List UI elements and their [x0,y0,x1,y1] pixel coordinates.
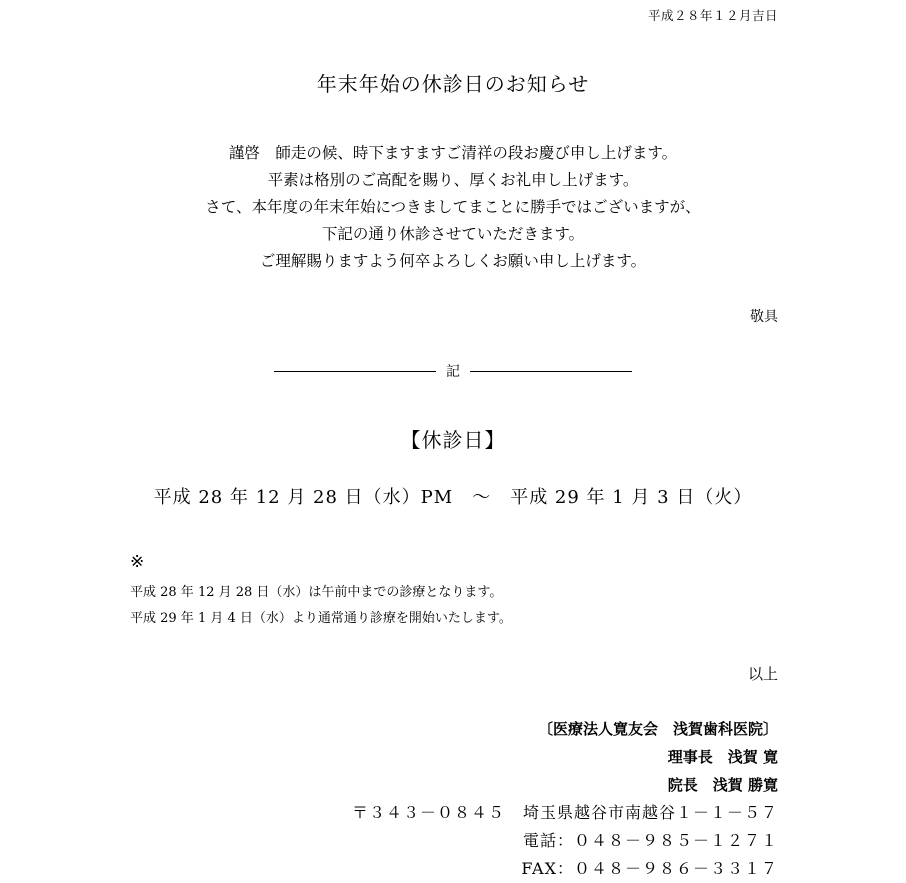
greeting-line: さて、本年度の年末年始につきましてまことに勝手ではございますが、 [205,198,701,216]
note-mark: ※ [130,552,145,572]
note-line: 平成 28 年 12 月 28 日（水）は午前中までの診療となります。 [130,585,503,600]
phone-number: 電話：０４８－９８５－１２７１ [522,831,778,850]
chairman-name: 理事長 浅賀 寛 [667,748,778,766]
divider-left [274,371,436,372]
ki-separator [0,361,906,381]
greeting-line: ご理解賜りますよう何卒よろしくお願い申し上げます。 [259,252,647,270]
note-line: 平成 29 年 1 月 4 日（水）より通常通り診療を開始いたします。 [130,611,512,626]
director-name: 院長 浅賀 勝寛 [667,776,778,794]
greeting-text [0,140,906,275]
clinic-name: 〔医療法人寛友会 浅賀歯科医院〕 [537,720,778,738]
closing-keigu: 敬具 [750,309,778,325]
notes [130,580,512,632]
greeting-line: 謹啓 師走の候、時下ますますご清祥の段お慶び申し上げます。 [228,144,678,162]
address-line [352,799,778,827]
ki-label: 記 [446,364,460,380]
page-title: 年末年始の休診日のお知らせ [316,72,590,96]
ending-ijou: 以上 [747,665,778,683]
greeting-line: 下記の通り休診させていただきます。 [321,225,585,243]
street-address: 埼玉県越谷市南越谷１－１－５７ [522,803,778,822]
document-date: 平成２８年１２月吉日 [647,8,778,23]
greeting-line: 平素は格別のご高配を賜り、厚くお礼申し上げます。 [267,171,639,189]
holiday-heading: 【休診日】 [400,428,506,452]
signature-block [352,715,778,883]
fax-number: FAX：０４８－９８６－３３１７ [521,859,778,878]
phone-line [352,827,778,855]
divider-right [470,371,632,372]
postal-code: 〒３４３－０８４５ [351,803,505,822]
holiday-period: 平成 28 年 12 月 28 日（水）PM 〜 平成 29 年 1 月 3 日（火） [153,487,753,508]
